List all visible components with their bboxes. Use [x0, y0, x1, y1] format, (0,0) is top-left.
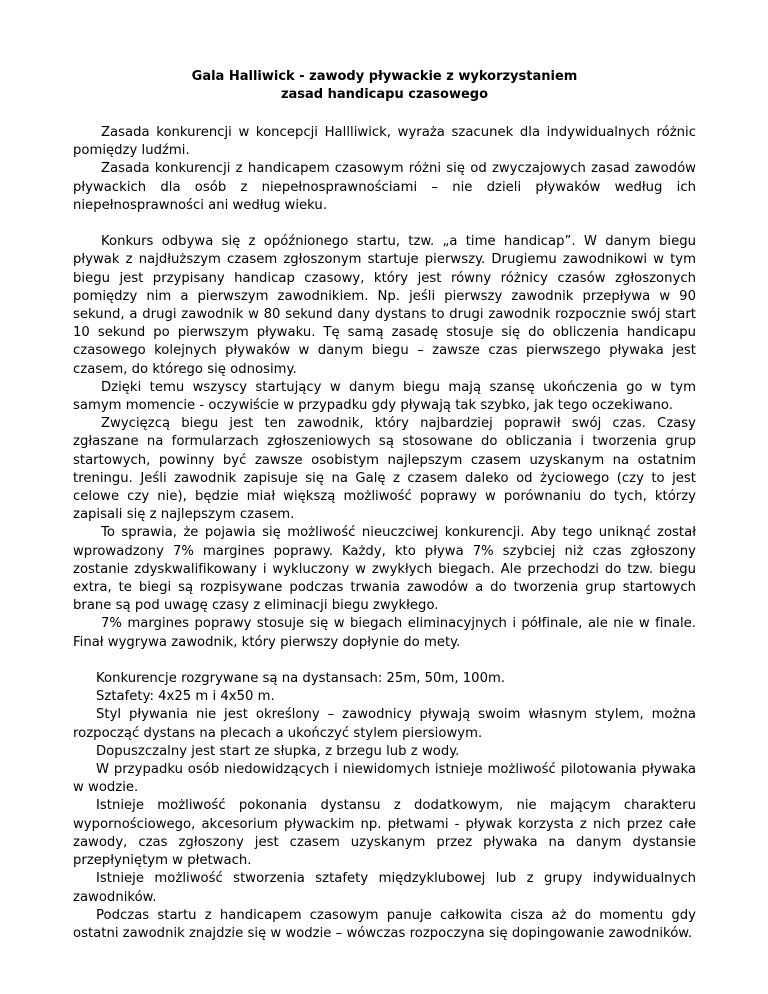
paragraph: Sztafety: 4x25 m i 4x50 m. — [96, 689, 275, 705]
paragraph: 7% margines poprawy stosuje się w biegach eliminacyjnych i półfinale, ale nie w finale. Finał wygrywa zawodnik, który pierwszy dopłynie do mety. — [73, 616, 696, 650]
spacer — [73, 652, 696, 670]
section-intro — [73, 124, 696, 215]
spacer — [73, 215, 696, 233]
paragraph: Zasada konkurencji w koncepcji Hallliwick, wyraża szacunek dla indywidualnych różnic pomiędzy ludźmi. — [73, 125, 696, 159]
paragraph: Konkurs odbywa się z opóźnionego startu, tzw. „a time handicap”. W danym biegu pływak z najdłuższym czasem zgłoszonym startuje pierwszy. Drugiemu zawodnikowi w tym biegu jest przypisany handicap czasowy, który jest równy różnicy czasów zgłoszonych pomiędzy nim a pierwszym zawodnikiem. Np. jeśli pierwszy zawodnik przepływa w 90 sekund, a drugi zawodnik w 80 sekund dany dystans to drugi zawodnik rozpocznie swój start 10 sekund po pierwszym pływaku. Tę samą zasadę stosuje się do obliczenia handicapu czasowego kolejnych pływaków w danym biegu – zawsze czas pierwszego pływaka jest czasem, do którego się odnosimy. — [73, 234, 696, 377]
paragraph: Konkurencje rozgrywane są na dystansach: 25m, 50m, 100m. — [96, 671, 506, 687]
paragraph: Styl pływania nie jest określony – zawodnicy pływają swoim własnym stylem, można rozpocząć dystans na plecach a ukończyć stylem piersiowym. — [73, 707, 696, 741]
title-line-1: Gala Halliwick - zawody pływackie z wykorzystaniem — [191, 69, 578, 84]
section-details — [73, 670, 696, 943]
paragraph: Zwycięzcą biegu jest ten zawodnik, który najbardziej poprawił swój czas. Czasy zgłaszane na formularzach zgłoszeniowych są stosowane do obliczania i tworzenia grup startowych, powinny być zawsze osobistym najlepszym czasem uzyskanym na ostatnim treningu. Jeśli zawodnik zapisuje się na Galę z czasem daleko od życiowego (czy to jest celowe czy nie), będzie miał większą możliwość poprawy w porównaniu do tych, którzy zapisali się z najlepszym czasem. — [73, 416, 696, 523]
paragraph: W przypadku osób niedowidzących i niewidomych istnieje możliwość pilotowania pływaka w wodzie. — [73, 762, 696, 796]
paragraph: Podczas startu z handicapem czasowym panuje całkowita cisza aż do momentu gdy ostatni zawodnik znajdzie się w wodzie – wówczas rozpoczyna się dopingowanie zawodników. — [73, 907, 696, 941]
paragraph: Zasada konkurencji z handicapem czasowym różni się od zwyczajowych zasad zawodów pływackich dla osób z niepełnosprawnościami – nie dzieli pływaków według ich niepełnosprawności ani według wieku. — [73, 161, 696, 213]
paragraph: Dopuszczalny jest start ze słupka, z brzegu lub z wody. — [96, 743, 460, 759]
section-rules — [73, 233, 696, 652]
title-line-2: zasad handicapu czasowego — [280, 87, 489, 102]
document-title — [73, 68, 696, 104]
paragraph: Istnieje możliwość stworzenia sztafety międzyklubowej lub z grupy indywidualnych zawodników. — [73, 871, 696, 905]
paragraph: Dzięki temu wszyscy startujący w danym biegu mają szansę ukończenia go w tym samym momencie - oczywiście w przypadku gdy pływają tak szybko, jak tego oczekiwano. — [73, 379, 696, 414]
paragraph: To sprawia, że pojawia się możliwość nieuczciwej konkurencji. Aby tego uniknąć został wprowadzony 7% margines poprawy. Każdy, kto pływa 7% szybciej niż czas zgłoszony zostanie zdyskwalifikowany i wykluczony w zwykłych biegach. Ale przechodzi do tzw. biegu extra, te biegi są rozpisywane podczas trwania zawodów a do tworzenia grup startowych brane są pod uwagę czasy z eliminacji biegu zwykłego. — [73, 525, 696, 614]
paragraph: Istnieje możliwość pokonania dystansu z dodatkowym, nie mającym charakteru wypornościowego, akcesorium pływackim np. płetwami - pływak korzysta z nich przez całe zawody, czas zgłoszony jest czasem uzyskanym przez pływaka na danym dystansie przepłyniętym w płetwach. — [73, 798, 696, 869]
